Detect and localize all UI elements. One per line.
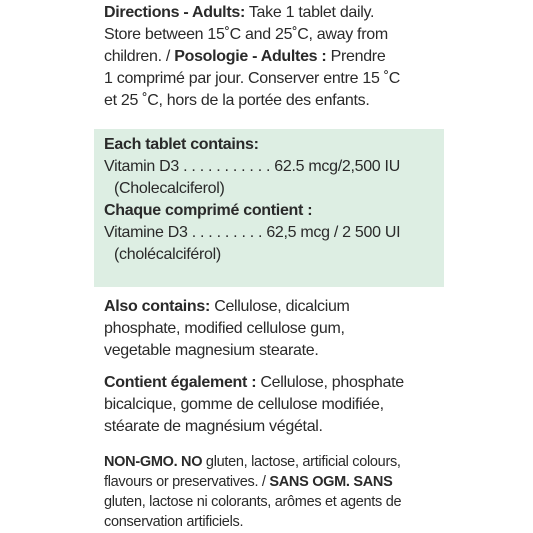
also-contains-line-3: vegetable magnesium stearate. [104, 342, 319, 359]
also-contains-line-2: phosphate, modified cellulose gum, [104, 320, 345, 337]
directions-text-1: Take 1 tablet daily. [244, 4, 375, 21]
non-gmo-heading: NON-GMO. NO [104, 454, 203, 470]
also-contains-heading: Also contains: [104, 298, 211, 315]
directions-line-1 [104, 2, 444, 24]
non-gmo-text-2: flavours or preservatives. / [104, 474, 270, 490]
directions-line-3 [104, 46, 444, 68]
vitamin-d3-row-fr: Vitamine D3 . . . . . . . . . 62,5 mcg / 2 500 UI [104, 224, 401, 241]
contient-line-3: stéarate de magnésium végétal. [104, 418, 323, 435]
posologie-heading: Posologie - Adultes : [174, 48, 327, 65]
directions-line-5: et 25 ˚C, hors de la portée des enfants. [104, 92, 370, 109]
directions-section [104, 2, 444, 112]
non-gmo-text-1: gluten, lactose, artificial colours, [202, 454, 401, 470]
non-gmo-line-3: gluten, lactose ni colorants, arômes et agents de [104, 494, 402, 510]
cholecalciferol-fr: (cholécalciférol) [114, 246, 221, 263]
directions-heading: Directions - Adults: [104, 4, 245, 21]
directions-line-2: Store between 15˚C and 25˚C, away from [104, 26, 388, 43]
each-tablet-heading: Each tablet contains: [104, 136, 259, 153]
contient-heading: Contient également : [104, 374, 257, 391]
non-gmo-line-4: conservation artificiels. [104, 514, 244, 530]
directions-line-4: 1 comprimé par jour. Conserver entre 15 ˚C [104, 70, 400, 87]
also-contains-text-1: Cellulose, dicalcium [210, 298, 350, 315]
non-gmo-line-2 [104, 472, 444, 492]
posologie-text-1: Prendre [326, 48, 386, 65]
directions-text-3: children. / [104, 48, 175, 65]
chaque-comprime-heading: Chaque comprimé contient : [104, 202, 313, 219]
sans-ogm-heading: SANS OGM. SANS [269, 474, 393, 490]
non-gmo-section [104, 452, 444, 532]
also-contains-line-1 [104, 296, 444, 318]
contient-line-2: bicalcique, gomme de cellulose modifiée, [104, 396, 384, 413]
also-contains-section [104, 296, 444, 362]
contient-line-1 [104, 372, 444, 394]
cholecalciferol-en: (Cholecalciferol) [114, 180, 225, 197]
ingredients-section [104, 134, 444, 266]
contient-section [104, 372, 444, 438]
contient-text-1: Cellulose, phosphate [256, 374, 404, 391]
vitamin-d3-row-en: Vitamin D3 . . . . . . . . . . . 62.5 mcg/2,500 IU [104, 158, 400, 175]
non-gmo-line-1 [104, 452, 444, 472]
